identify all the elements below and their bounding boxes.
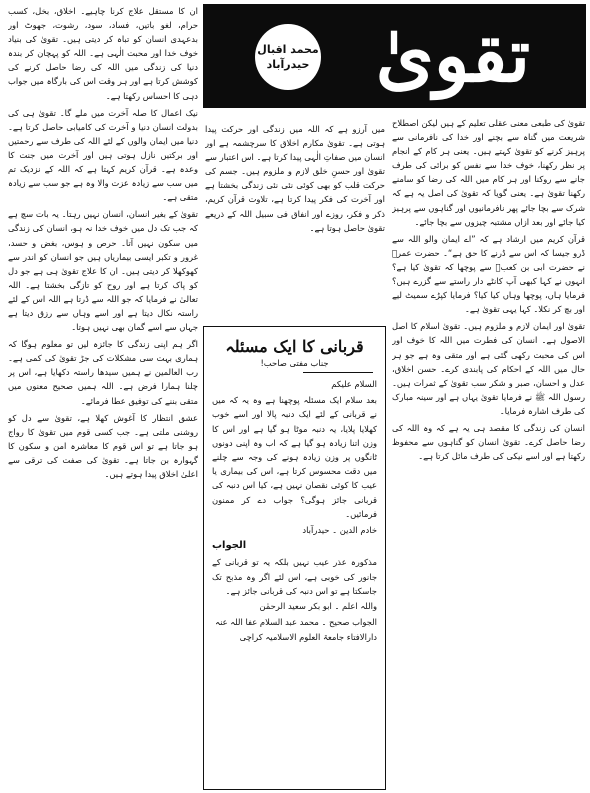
paragraph: تقویٰ کے بغیر انسان، انسان نہیں رہتا۔ یہ بات سچ ہے کہ جب تک دل میں خوف خدا نہ ہو، انسان کی زندگی میں سکون نہیں آتا۔ حرص و ہوس، بغض و حسد، غرور و تکبر ایسی بیماریاں ہیں جو انسان کو اندر سے کھوکھلا کر دیتی ہیں۔ ان کا علاج تقویٰ ہی ہے جو دل کو پاک کرتا ہے اور روح کو تازگی بخشتا ہے۔ اللہ تعالیٰ نے فرمایا کہ جو اللہ سے ڈرتا ہے اللہ اس کے لئے راستہ نکال دیتا ہے اور اسے وہاں سے رزق دیتا ہے جہاں سے اسے گمان بھی نہیں ہوتا۔ [8, 209, 198, 333]
article-title: تقویٰ [375, 13, 531, 99]
feature-closing: واللہ اعلم ۔ ابو بکر سعید الرحمٰن [259, 601, 377, 612]
paragraph: ان کا مستقل علاج کرنا چاہیے۔ اخلاق، بخل، کسب حرام، لغو باتیں، فساد، سود، رشوت، جھوٹ اور بدعہدی انسان کو تباہ کر دیتی ہیں۔ تقویٰ کی بنیاد خوف خدا اور محبت الٰہی ہے۔ اللہ کو پہچان کر بندہ دنیا کی زندگی میں اللہ کی رضا حاصل کرنے کی کوشش کرتا ہے اور ہر وقت اس کی بارگاہ میں جواب دہی کا احساس رکھتا ہے۔ [8, 6, 198, 101]
feature-question: بعد سلام ایک مسئلہ پوچھنا ہے وہ یہ کہ میں نے قربانی کے لئے ایک دنبہ پالا اور اسے خوب کھلایا پلایا، یہ دنبہ موٹا ہو گیا ہے اور اس کا وزن اتنا زیادہ ہو گیا ہے کہ اب وہ اپنی دونوں ٹانگوں پر وزن زیادہ ہونے کی وجہ سے چلنے میں دقت محسوس کرتا ہے، اس کی بیماری یا عیب کا کوئی نقصان نہیں ہے، کیا اس دنبہ کی قربانی جائز ہوگی؟ جواب دے کر ممنون فرمائیں۔ [212, 395, 377, 519]
byline-seal [255, 24, 321, 90]
feature-title: قربانی کا ایک مسئلہ [225, 337, 364, 356]
paragraph: میں آرزو ہے کہ اللہ میں زندگی اور حرکت پیدا ہوتی ہے۔ تقویٰ مکارم اخلاق کا سرچشمہ ہے اور انسان میں صفاتِ الٰہی پیدا کرتا ہے۔ اس اعتبار سے تقویٰ اور حسنِ خلق لازم و ملزوم ہیں۔ جسم کی حرکت قلب کو بھی کوئی نئی نئی زندگی بخشتا ہے اور آخرت کی فکر پیدا کرتا ہے، تلاوت قرآن کریم، ذکر و فکر، روزے اور انفاق فی سبیل اللہ کے ذریعے تقویٰ حاصل ہوتا ہے۔ [205, 124, 385, 233]
paragraph: تقویٰ کی طبعی معنی عقلی تعلیم کے ہیں لیکن اصطلاح شریعت میں گناہ سے بچنے اور خدا کی نافرمانی سے پرہیز کرنے کو تقویٰ کہتے ہیں۔ یعنی ہر کام کے انجام پر نظر رکھنا، خوف خدا سے نفس کو برائی کی طرف جانے سے روکنا اور ہر کام میں اللہ کی رضا کو سامنے رکھنا تقویٰ ہے۔ یعنی گویا کہ تقویٰ کی اصل یہ ہے کہ شرک سے بچا جائے پھر نافرمانیوں اور گناہوں سے پرہیز کیا جائے اور بعد ازاں مشتبہ چیزوں سے بچا جائے۔ [392, 118, 585, 227]
feature-salutation: جناب مفتی صاحب! [260, 358, 329, 368]
masthead [203, 4, 586, 108]
divider [303, 372, 373, 373]
byline-name: محمد اقبال [257, 43, 319, 56]
feature-greeting: السلام علیکم [331, 379, 377, 389]
answer-label: الجواب [212, 540, 247, 552]
paragraph: قرآن کریم میں ارشاد ہے کہ ”اے ایمان والو اللہ سے ڈرو جیسا کہ اس سے ڈرنے کا حق ہے“۔ حضرت عمرؓ نے حضرت ابی بن کعبؓ سے پوچھا کہ تقویٰ کیا ہے؟ انہوں نے کہا کبھی آپ کانٹے دار راستے سے گزرے ہیں؟ فرمایا ہاں، پوچھا وہاں کیا کیا؟ فرمایا کپڑے سمیٹ لیے اور بچ کر نکلا۔ کہا یہی تقویٰ ہے۔ [392, 233, 585, 315]
paragraph: انسان کی زندگی کا مقصد ہی یہ ہے کہ وہ اللہ کی رضا حاصل کرے۔ تقویٰ انسان کو گناہوں سے محفوظ رکھتا ہے اور اسے نیکی کی طرف مائل کرتا ہے۔ [392, 422, 585, 462]
newspaper-page [8, 4, 586, 790]
paragraph: تقویٰ اور ایمان لازم و ملزوم ہیں۔ تقویٰ اسلام کا اصل الاصول ہے۔ انسان کی فطرت میں اللہ کا خوف اور اس کی محبت رکھی گئی ہے اور متقی وہ ہے جو ہر حال میں اللہ کے احکام کی پابندی کرے۔ حسن اخلاق، عدل و احسان، صبر و شکر سب تقویٰ کے ثمرات ہیں۔ رسول اللہ ﷺ نے فرمایا تقویٰ یہاں ہے اور سینہ مبارک کی طرف اشارہ فرمایا۔ [392, 321, 585, 416]
feature-approval: الجواب صحیح ۔ محمد عبد السلام عفا اللہ عنہ [215, 616, 377, 627]
feature-answer: مذکورہ عذر عیب نہیں بلکہ یہ تو قربانی کے جانور کی خوبی ہے، اس لئے اگر وہ مذبح تک جاسکتا ہے تو اس دنبہ کی قربانی جائز ہے۔ [212, 557, 377, 596]
right-column [392, 116, 585, 790]
byline-place: حیدرآباد [266, 58, 310, 71]
middle-column [205, 122, 385, 322]
feature-signature: خادم الدین ۔ حیدرآباد [302, 525, 377, 536]
left-column [8, 4, 198, 790]
paragraph: اگر ہم اپنی زندگی کا جائزہ لیں تو معلوم ہوگا کہ ہماری بہت سی مشکلات کی جڑ تقویٰ کی کمی ہے۔ رب العالمین نے ہمیں سیدھا راستہ دکھایا ہے، اس پر چلنا ہمارا فرض ہے۔ اللہ ہمیں صحیح معنوں میں متقی بننے کی توفیق عطا فرمائے۔ [8, 339, 198, 406]
paragraph: نیک اعمال کا صلہ آخرت میں ملے گا۔ تقویٰ ہی کی بدولت انسان دنیا و آخرت کی کامیابی حاصل کرتا ہے۔ دنیا میں ایمان والوں کے لئے اللہ کی طرف سے رحمتیں اور برکتیں نازل ہوتی ہیں اور آخرت میں جنت کا وعدہ ہے۔ قرآن کریم کہتا ہے کہ اللہ کے نزدیک تم میں سب سے زیادہ عزت والا وہ ہے جو سب سے زیادہ متقی ہے۔ [8, 107, 198, 203]
feature-institution: دارالافتاء جامعۃ العلوم الاسلامیہ کراچی [239, 632, 377, 643]
paragraph: عشق انتظار کا آغوش کھلا ہے، تقویٰ سے دل کو روشنی ملتی ہے۔ جب کسی قوم میں تقویٰ کا رواج ہو جاتا ہے تو اس قوم کا معاشرہ امن و سکون کا گہوارہ بن جاتا ہے۔ تقویٰ کی صفت کی ترقی سے اعلیٰ اخلاق پیدا ہوتے ہیں۔ [8, 412, 198, 479]
feature-body [204, 377, 385, 645]
feature-box [203, 326, 386, 790]
